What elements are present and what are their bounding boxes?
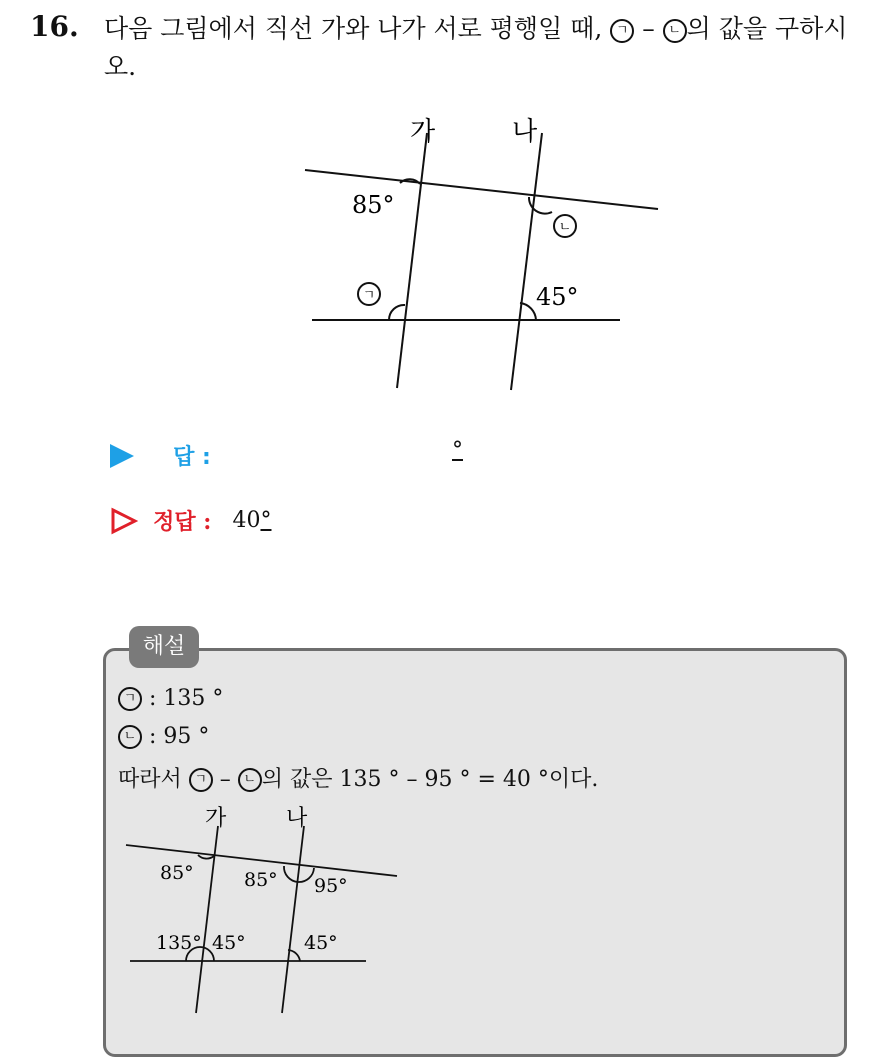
play-triangle-icon bbox=[110, 444, 134, 468]
line-b-label: 나 bbox=[512, 117, 538, 147]
sol-line-b-label: 나 bbox=[286, 806, 308, 831]
minus-sign: – bbox=[642, 14, 655, 43]
question-text-after: 의 값을 구하시오. bbox=[104, 14, 848, 81]
sol-angle-95: 95° bbox=[314, 875, 348, 897]
answer-row bbox=[110, 440, 211, 471]
symbol-b-icon: ㄴ bbox=[663, 19, 687, 43]
sol-line3-suffix: 의 값은 135 ° – 95 ° = 40 °이다. bbox=[261, 767, 599, 792]
sol-line1-text: : 135 ° bbox=[149, 686, 224, 711]
answer-label: 답 : bbox=[173, 445, 211, 470]
sol-symbol-a-icon: ㄱ bbox=[118, 687, 142, 711]
solution-line-1 bbox=[118, 686, 223, 711]
correct-unit: ° bbox=[260, 508, 272, 533]
sol-line2-text: : 95 ° bbox=[149, 724, 210, 749]
angle-45-label: 45° bbox=[536, 283, 579, 311]
arc-a bbox=[389, 305, 405, 320]
sol-angle-85-left: 85° bbox=[160, 862, 194, 884]
line-b bbox=[511, 133, 542, 390]
arc-45 bbox=[520, 303, 536, 320]
correct-row bbox=[110, 505, 271, 536]
line-a bbox=[397, 133, 427, 388]
sol-angle-45-left: 45° bbox=[212, 932, 246, 954]
correct-value: 40 bbox=[232, 508, 261, 533]
line-a-label: 가 bbox=[410, 117, 436, 147]
problem-figure bbox=[290, 105, 680, 400]
answer-unit: ° bbox=[452, 438, 463, 463]
sol-line3-minus: – bbox=[219, 767, 231, 792]
sol-line3-symbol-a-icon: ㄱ bbox=[189, 768, 213, 792]
solution-line-2 bbox=[118, 724, 209, 749]
question-text bbox=[104, 10, 874, 86]
question-text-before: 다음 그림에서 직선 가와 나가 서로 평행일 때, bbox=[104, 14, 603, 43]
angle-85-label: 85° bbox=[352, 191, 395, 219]
sol-angle-45-right: 45° bbox=[304, 932, 338, 954]
sol-symbol-b-icon: ㄴ bbox=[118, 725, 142, 749]
circle-b-label: ㄴ bbox=[558, 220, 572, 235]
sol-angle-85-right: 85° bbox=[244, 869, 278, 891]
correct-label: 정답 : bbox=[153, 509, 212, 535]
sol-angle-135: 135° bbox=[156, 932, 202, 954]
solution-figure bbox=[118, 800, 408, 1020]
solution-tag: 해설 bbox=[129, 626, 199, 668]
sol-line-a-label: 가 bbox=[205, 806, 227, 831]
solution-line-3 bbox=[118, 762, 598, 793]
circle-a-label: ㄱ bbox=[362, 288, 376, 303]
symbol-a-icon: ㄱ bbox=[610, 19, 634, 43]
sol-line3-prefix: 따라서 bbox=[118, 767, 182, 792]
sol-line-b bbox=[282, 826, 304, 1013]
sol-line3-symbol-b-icon: ㄴ bbox=[238, 768, 262, 792]
question-number: 16. bbox=[30, 10, 79, 43]
outline-triangle-icon bbox=[110, 507, 138, 535]
